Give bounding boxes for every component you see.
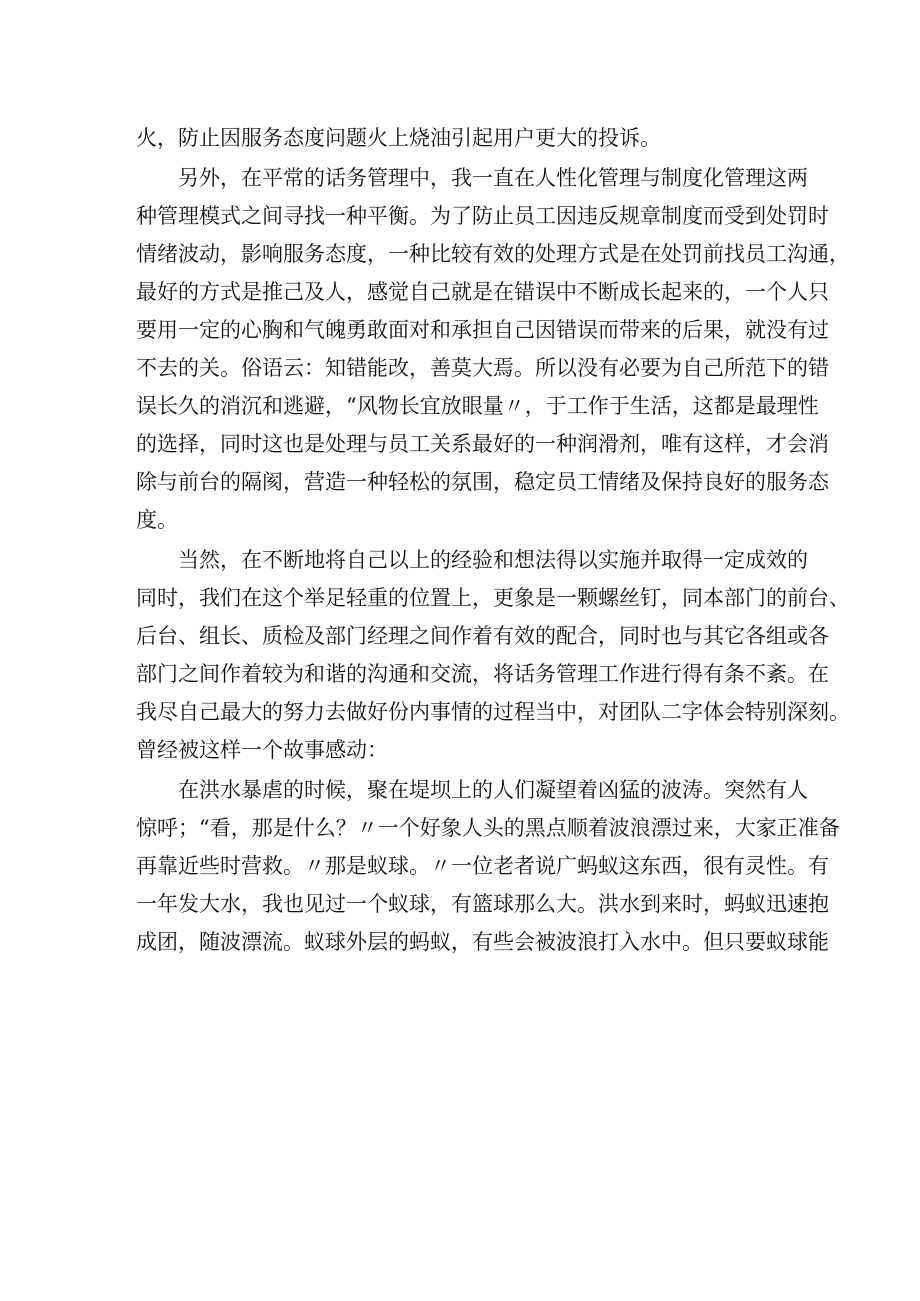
text-line: 的选择，同时这也是处理与员工关系最好的一种润滑剂，唯有这样，才会消 [136,432,829,456]
text-line: 当然，在不断地将自己以上的经验和想法得以实施并取得一定成效的 [178,548,808,572]
text-line: 我尽自己最大的努力去做好份内事情的过程当中，对团队二字体会特别深刻。 [136,700,850,724]
text-line: 种管理模式之间寻找一种平衡。为了防止员工因违反规章制度而受到处罚时 [136,204,829,228]
text-line: 后台、组长、质检及部门经理之间作着有效的配合，同时也与其它各组或各 [136,624,829,648]
text-line: 除与前台的隔阂，营造一种轻松的氛围，稳定员工情绪及保持良好的服务态 [136,470,829,494]
text-line: 误长久的消沉和逃避，“风物长宜放眼量〃，于工作于生活，这都是最理性 [136,394,819,418]
text-line: 度。 [136,508,178,532]
text-line: 惊呼；“看，那是什么？〃一个好象人头的黑点顺着波浪漂过来，大家正准备 [136,816,840,840]
text-line: 另外，在平常的话务管理中，我一直在人性化管理与制度化管理这两 [178,166,808,190]
text-line: 在洪水暴虐的时候，聚在堤坝上的人们凝望着凶猛的波涛。突然有人 [178,778,808,802]
text-line: 一年发大水，我也见过一个蚁球，有篮球那么大。洪水到来时，蚂蚁迅速抱 [136,892,829,916]
document-body [136,119,850,961]
text-line: 同时，我们在这个举足轻重的位置上，更象是一颗螺丝钉，同本部门的前台、 [136,586,850,610]
text-line: 要用一定的心胸和气魄勇敢面对和承担自己因错误而带来的后果，就没有过 [136,318,829,342]
text-line: 情绪波动，影响服务态度，一种比较有效的处理方式是在处罚前找员工沟通， [136,242,850,266]
text-line: 不去的关。俗语云：知错能改，善莫大焉。所以没有必要为自己所范下的错 [136,356,829,380]
text-line: 部门之间作着较为和谐的沟通和交流，将话务管理工作进行得有条不紊。在 [136,662,829,686]
text-line: 曾经被这样一个故事感动： [136,738,388,762]
text-line: 火，防止因服务态度问题火上烧油引起用户更大的投诉。 [136,126,661,150]
text-line: 最好的方式是推己及人，感觉自己就是在错误中不断成长起来的，一个人只 [136,280,829,304]
text-line: 再靠近些时营救。〃那是蚁球。〃一位老者说广蚂蚁这东西，很有灵性。有 [136,854,829,878]
text-line: 成团，随波漂流。蚁球外层的蚂蚁，有些会被波浪打入水中。但只要蚁球能 [136,930,829,954]
